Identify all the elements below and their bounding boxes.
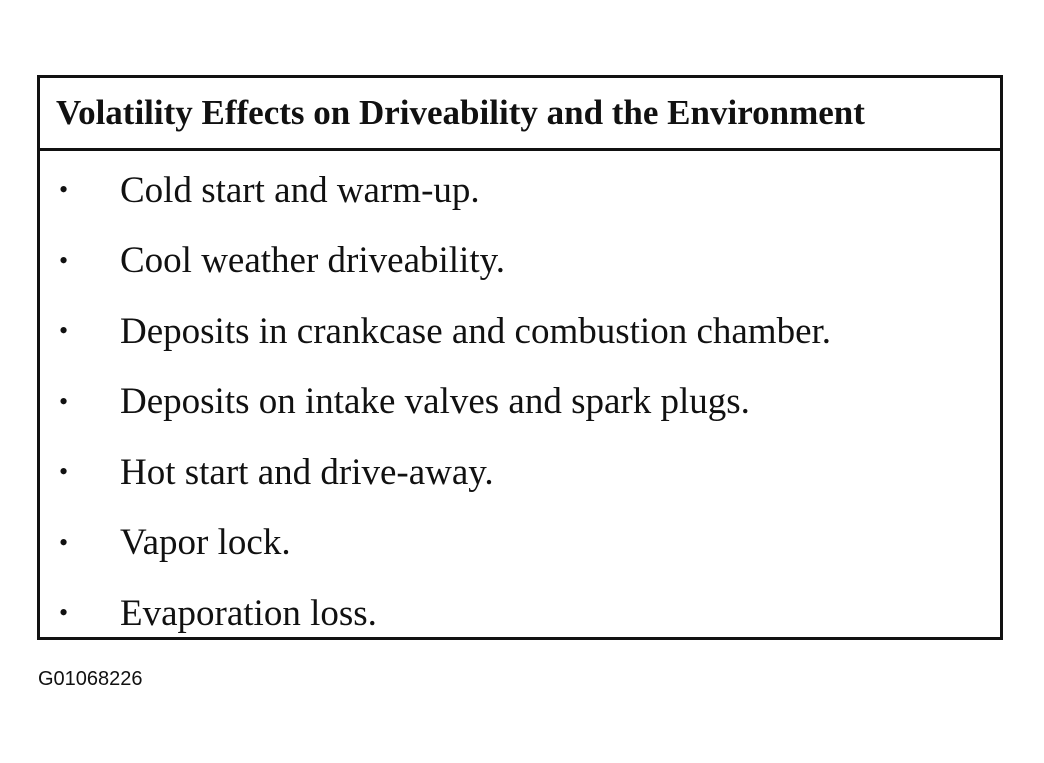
- list-item: [40, 226, 1000, 297]
- list-item-text: Vapor lock.: [120, 522, 291, 564]
- table-title: Volatility Effects on Driveability and the Environment: [56, 93, 865, 132]
- list-item-text: Deposits on intake valves and spark plugs.: [120, 381, 750, 423]
- list-item: [40, 155, 1000, 226]
- list-item: [40, 437, 1000, 508]
- list-item-text: Cold start and warm-up.: [120, 169, 480, 211]
- list-item-text: Deposits in crankcase and combustion chamber.: [120, 310, 832, 352]
- list-item: [40, 578, 1000, 649]
- list-item: [40, 296, 1000, 367]
- bullet-icon: •: [59, 245, 69, 275]
- list-item: [40, 508, 1000, 579]
- list-item: [40, 367, 1000, 438]
- figure-code: G01068226: [38, 668, 143, 690]
- bullet-icon: •: [59, 457, 69, 487]
- bullet-icon: •: [59, 527, 69, 557]
- volatility-effects-table: [37, 75, 1003, 640]
- table-header: [40, 78, 1000, 151]
- list-item-text: Hot start and drive-away.: [120, 451, 494, 493]
- list-item-text: Evaporation loss.: [120, 592, 377, 634]
- list-item-text: Cool weather driveability.: [120, 240, 505, 282]
- bullet-icon: •: [59, 175, 69, 205]
- bullet-icon: •: [59, 598, 69, 628]
- effects-list: [40, 151, 1000, 649]
- bullet-icon: •: [59, 386, 69, 416]
- bullet-icon: •: [59, 316, 69, 346]
